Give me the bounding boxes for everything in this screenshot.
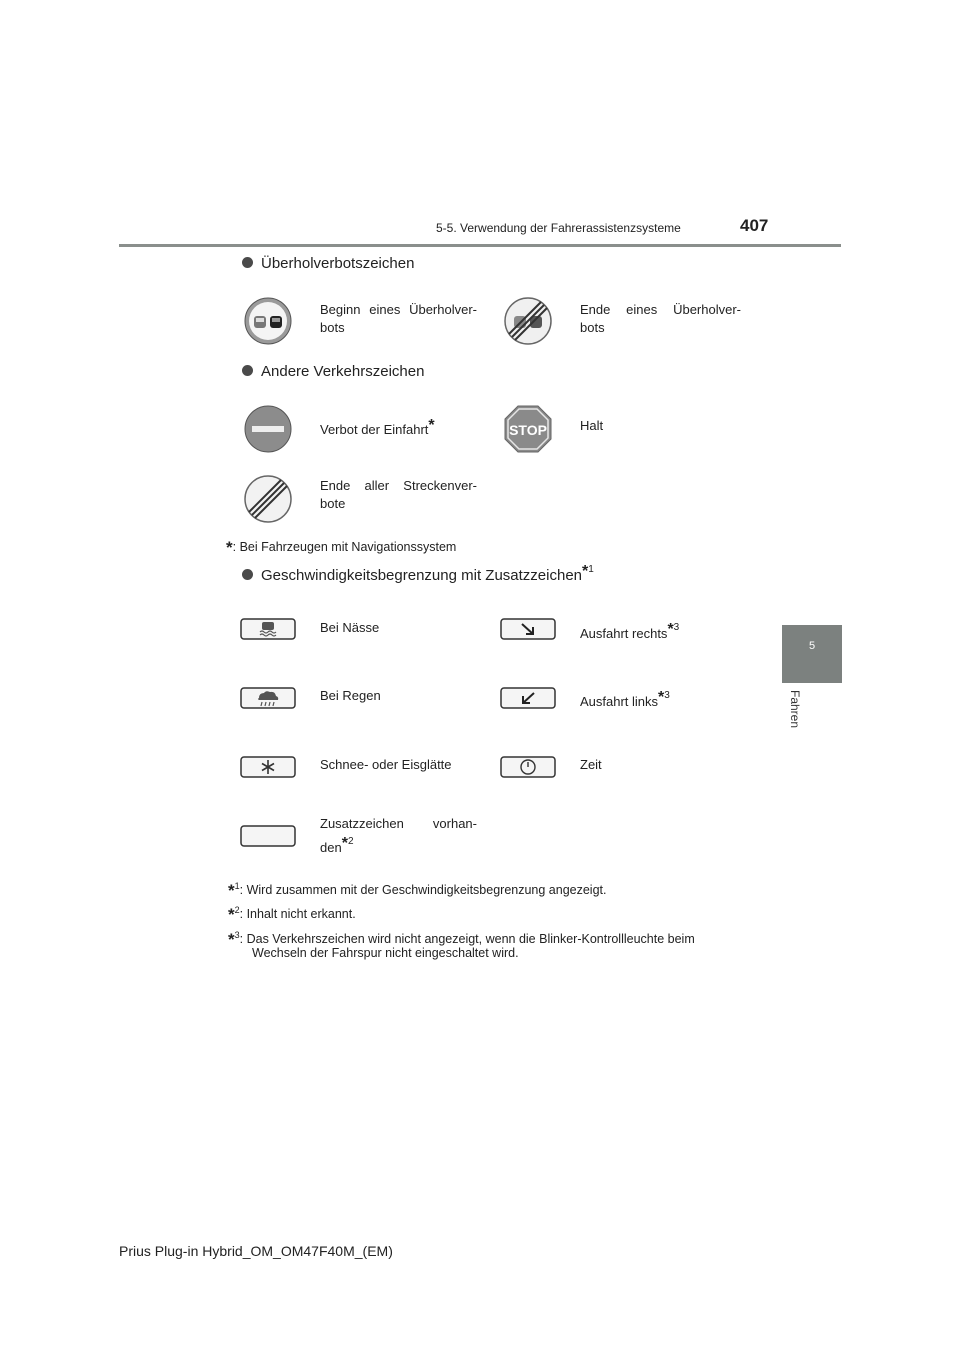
navigation-footnote: *: Bei Fahrzeugen mit Navigationssystem (226, 538, 457, 557)
header-rule (119, 244, 841, 247)
no-overtaking-end-icon (504, 297, 552, 345)
end-all-line2: bote (320, 496, 346, 511)
snow-label: Schnee- oder Eisglätte (320, 757, 452, 772)
footnote-3: *$^3$: Das Verkehrszeichen wird nicht angezeigt, wenn die Blinker-Kontrollleuchte beim (228, 930, 695, 950)
wet-road-icon (240, 618, 296, 640)
rain-icon (240, 687, 296, 709)
snowflake-icon (240, 756, 296, 778)
overtaking-start-line1: Beginn eines Überholver- (320, 302, 477, 317)
bullet-icon (242, 365, 253, 376)
footnote-1: *$^1$: Wird zusammen mit der Geschwindigkeitsbegrenzung angezeigt. (228, 881, 607, 901)
section-title: 5-5. Verwendung der Fahrerassistenzsysteme (436, 221, 681, 235)
blank-additional-sign-icon (240, 825, 296, 847)
time-label: Zeit (580, 757, 602, 772)
footnote-3-continuation: Wechseln der Fahrspur nicht eingeschaltet wird. (252, 946, 519, 960)
chapter-number: 5 (808, 640, 816, 652)
page-number: 407 (740, 216, 769, 235)
footnote-2: *$^2$: Inhalt nicht erkannt. (228, 905, 356, 925)
wet-label: Bei Nässe (320, 620, 380, 635)
exit-right-label: Ausfahrt rechts*$^3$ (580, 621, 680, 641)
no-entry-label: Verbot der Einfahrt* (320, 417, 435, 437)
chapter-label: Fahren (788, 690, 802, 729)
bullet-icon (242, 257, 253, 268)
exit-right-icon (500, 618, 556, 640)
heading-overtaking: Überholverbotszeichen (242, 255, 414, 272)
stop-sign-text: STOP (509, 422, 547, 438)
exit-left-icon (500, 687, 556, 709)
stop-label: Halt (580, 418, 604, 433)
end-all-line1: Ende aller Streckenver- (320, 478, 477, 493)
end-all-restrictions-icon (244, 475, 292, 523)
present-line2: den*$^2$ (320, 835, 354, 855)
overtaking-end-line2: bots (580, 320, 605, 335)
overtaking-start-line2: bots (320, 320, 345, 335)
rain-label: Bei Regen (320, 688, 381, 703)
heading-speed-limit: Geschwindigkeitsbegrenzung mit Zusatzzeichen*$^1$ (242, 563, 594, 584)
clock-icon (500, 756, 556, 778)
heading-other-signs: Andere Verkehrszeichen (242, 363, 424, 380)
no-entry-icon (244, 405, 292, 453)
overtaking-end-line1: Ende eines Überholver- (580, 302, 741, 317)
document-id: Prius Plug-in Hybrid_OM_OM47F40M_(EM) (119, 1243, 393, 1259)
stop-sign-icon (504, 405, 552, 453)
no-overtaking-start-icon (244, 297, 292, 345)
chapter-tab (782, 625, 842, 683)
bullet-icon (242, 569, 253, 580)
exit-left-label: Ausfahrt links*$^3$ (580, 689, 670, 709)
present-line1: Zusatzzeichen vorhan- (320, 816, 477, 831)
